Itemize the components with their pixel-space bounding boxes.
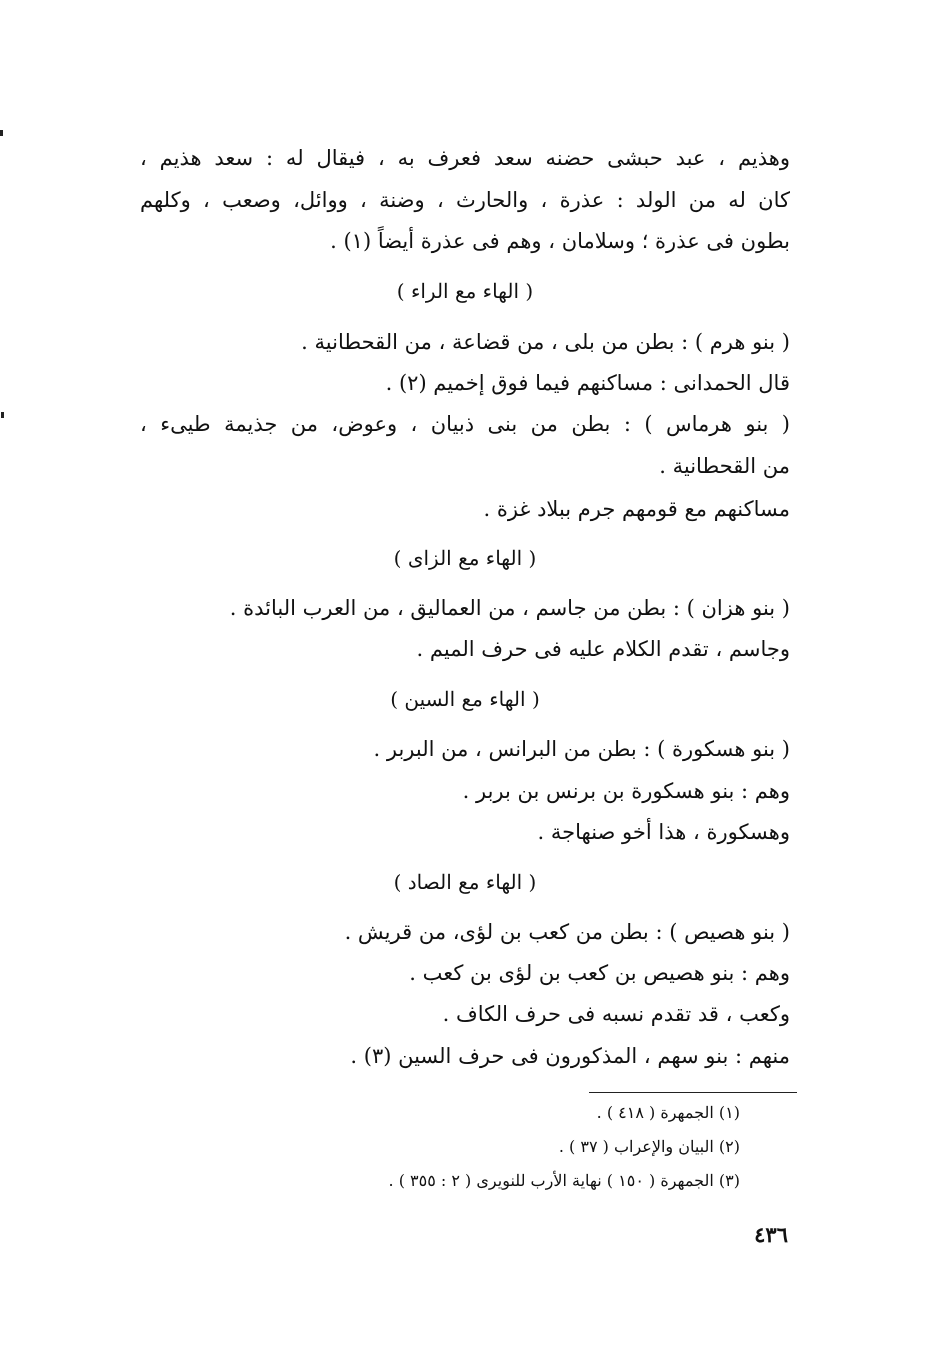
page-number: ٤٣٦ (754, 1222, 788, 1247)
text-line: ( بنو هصيص ) : بطن من كعب بن لؤى، من قريش . (344, 920, 790, 944)
footnote: (٣) الجمهرة ( ١٥٠ ) نهاية الأرب للنويرى ( ٢ : ٣٥٥ ) . (388, 1171, 740, 1190)
text-line: وهسكورة ، هذا أخو صنهاجة . (537, 820, 790, 844)
text-line: وهم : بنو هصيص بن كعب بن لؤى بن كعب . (409, 961, 790, 985)
text-line: ( بنو هسكورة ) : بطن من البرانس ، من البربر . (373, 737, 790, 761)
footnote: (٢) البيان والإعراب ( ٣٧ ) . (558, 1137, 740, 1156)
text-line: ( بنو هزان ) : بطن من جاسم ، من العماليق ، من العرب البائدة . (229, 596, 790, 620)
text-line: ( بنو هرم ) : بطن من بلى ، من قضاعة ، من القحطانية . (301, 330, 790, 354)
text-line: ( بنو هرماس ) : بطن من بنى ذبيان ، وعوض، من جذيمة طيىء ، (140, 412, 790, 436)
section-heading: ( الهاء مع الصاد ) (393, 870, 537, 894)
text-line: وهم : بنو هسكورة بن برنس بن بربر . (462, 779, 790, 803)
text-line: كان له من الولد : عذرة ، والحارث ، وضنة ، ووائل، وصعب ، وكلهم (140, 188, 790, 212)
text-line: وكعب ، قد تقدم نسبه فى حرف الكاف . (442, 1002, 790, 1026)
text-line: وهذيم ، عبد حبشى حضنه سعد فعرف به ، فيقال له : سعد هذيم ، (140, 146, 790, 170)
section-heading: ( الهاء مع السين ) (390, 687, 540, 711)
scan-speck (1, 412, 4, 418)
text-line: مساكنهم مع قومهم جرم ببلاد غزة . (483, 497, 790, 521)
text-line: قال الحمدانى : مساكنهم فيما فوق إخميم (٢) . (385, 371, 790, 395)
text-line: وجاسم ، تقدم الكلام عليه فى حرف الميم . (416, 637, 790, 661)
section-heading: ( الهاء مع الراء ) (396, 279, 534, 303)
text-line: بطون فى عذرة ؛ وسلامان ، وهم فى عذرة أيضاً (١) . (330, 229, 790, 253)
footnote: (١) الجمهرة ( ٤١٨ ) . (596, 1103, 740, 1122)
text-line: من القحطانية . (659, 454, 790, 478)
scan-speck (0, 130, 3, 136)
section-heading: ( الهاء مع الزاى ) (393, 546, 537, 570)
footnote-divider (589, 1092, 797, 1093)
text-line: منهم : بنو سهم ، المذكورون فى حرف السين (٣) . (350, 1044, 790, 1068)
